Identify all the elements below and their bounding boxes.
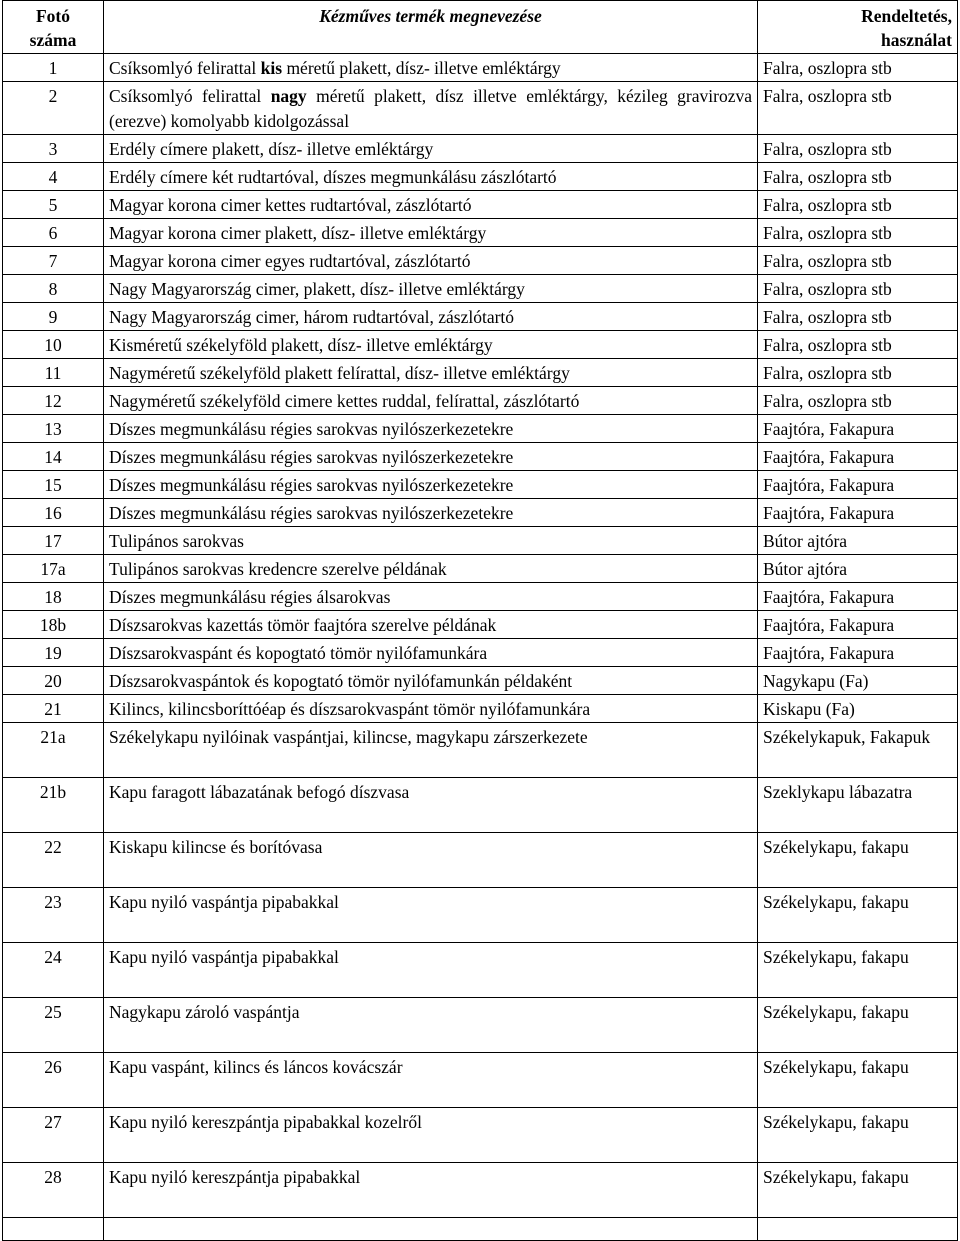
- product-name-cell: Díszes megmunkálásu régies sarokvas nyilószerkezetekre: [104, 471, 758, 499]
- usage-cell: Faajtóra, Fakapura: [758, 443, 958, 471]
- table-row: [3, 471, 958, 499]
- table-header-row: [3, 1, 958, 54]
- usage-cell: Faajtóra, Fakapura: [758, 639, 958, 667]
- table-row: [3, 943, 958, 998]
- usage-cell: Székelykapu, fakapu: [758, 1053, 958, 1108]
- photo-number-cell: 28: [3, 1163, 104, 1218]
- product-name-cell: Nagykapu zároló vaspántja: [104, 998, 758, 1053]
- product-name-cell: Erdély címere plakett, dísz- illetve emléktárgy: [104, 135, 758, 163]
- usage-cell: Falra, oszlopra stb: [758, 163, 958, 191]
- table-row: [3, 359, 958, 387]
- table-row: [3, 1053, 958, 1108]
- photo-number-cell: 21: [3, 695, 104, 723]
- usage-cell: Székelykapu, fakapu: [758, 998, 958, 1053]
- usage-cell: Falra, oszlopra stb: [758, 275, 958, 303]
- usage-cell: Falra, oszlopra stb: [758, 359, 958, 387]
- table-row-empty: [3, 1218, 958, 1241]
- usage-cell: Falra, oszlopra stb: [758, 82, 958, 135]
- usage-cell: Faajtóra, Fakapura: [758, 583, 958, 611]
- product-name-text: méretű plakett, dísz illetve emléktárgy, kézileg gravirozva (erezve) komolyabb kidolgozással: [109, 86, 752, 131]
- photo-number-cell: 14: [3, 443, 104, 471]
- usage-cell: Bútor ajtóra: [758, 555, 958, 583]
- table-row: [3, 1163, 958, 1218]
- usage-cell: Kiskapu (Fa): [758, 695, 958, 723]
- photo-number-cell: 13: [3, 415, 104, 443]
- table-row: [3, 219, 958, 247]
- photo-number-cell: 8: [3, 275, 104, 303]
- photo-number-cell: 10: [3, 331, 104, 359]
- photo-number-cell: 25: [3, 998, 104, 1053]
- usage-cell: Faajtóra, Fakapura: [758, 611, 958, 639]
- usage-cell: Falra, oszlopra stb: [758, 135, 958, 163]
- product-name-cell: Magyar korona cimer egyes rudtartóval, zászlótartó: [104, 247, 758, 275]
- product-name-cell: Nagy Magyarország cimer, plakett, dísz- illetve emléktárgy: [104, 275, 758, 303]
- photo-number-cell: 17: [3, 527, 104, 555]
- table-row: [3, 82, 958, 135]
- usage-cell: Falra, oszlopra stb: [758, 387, 958, 415]
- product-name-text: méretű plakett, dísz- illetve emléktárgy: [282, 58, 561, 78]
- product-name-cell: Nagyméretű székelyföld plakett felírattal, dísz- illetve emléktárgy: [104, 359, 758, 387]
- photo-number-cell: 12: [3, 387, 104, 415]
- product-name-cell: Kilincs, kilincsboríttóéap és díszsarokvaspánt tömör nyilófamunkára: [104, 695, 758, 723]
- table-row: [3, 499, 958, 527]
- product-table: [2, 0, 958, 1241]
- usage-cell: Falra, oszlopra stb: [758, 247, 958, 275]
- usage-cell: Faajtóra, Fakapura: [758, 471, 958, 499]
- photo-number-cell: 19: [3, 639, 104, 667]
- photo-number-cell: 4: [3, 163, 104, 191]
- usage-cell: Székelykapuk, Fakapuk: [758, 723, 958, 778]
- product-name-cell: [104, 82, 758, 135]
- usage-cell: Faajtóra, Fakapura: [758, 499, 958, 527]
- usage-cell: Székelykapu, fakapu: [758, 1163, 958, 1218]
- product-name-cell: Kapu nyiló kereszpántja pipabakkal kozelről: [104, 1108, 758, 1163]
- header-photo-number-line1: Fotó: [35, 6, 71, 26]
- table-row: [3, 387, 958, 415]
- product-size-emphasis: kis: [260, 58, 283, 78]
- product-name-cell: Kapu nyiló vaspántja pipabakkal: [104, 888, 758, 943]
- table-row: [3, 135, 958, 163]
- usage-cell: Szeklykapu lábazatra: [758, 778, 958, 833]
- table-row: [3, 555, 958, 583]
- photo-number-cell: 26: [3, 1053, 104, 1108]
- empty-cell: [758, 1218, 958, 1241]
- product-name-cell: Nagy Magyarország cimer, három rudtartóval, zászlótartó: [104, 303, 758, 331]
- product-name-cell: Díszsarokvas kazettás tömör faajtóra szerelve példának: [104, 611, 758, 639]
- product-name-cell: Kisméretű székelyföld plakett, dísz- illetve emléktárgy: [104, 331, 758, 359]
- product-name-cell: Kapu nyiló kereszpántja pipabakkal: [104, 1163, 758, 1218]
- header-usage-line2: használat: [881, 30, 952, 50]
- product-name-cell: Kiskapu kilincse és borítóvasa: [104, 833, 758, 888]
- photo-number-cell: 16: [3, 499, 104, 527]
- usage-cell: Nagykapu (Fa): [758, 667, 958, 695]
- photo-number-cell: 2: [3, 82, 104, 135]
- photo-number-cell: 21b: [3, 778, 104, 833]
- product-name-cell: Díszes megmunkálásu régies sarokvas nyilószerkezetekre: [104, 443, 758, 471]
- table-row: [3, 583, 958, 611]
- product-name-cell: Díszes megmunkálásu régies álsarokvas: [104, 583, 758, 611]
- product-size-emphasis: nagy: [270, 86, 307, 106]
- usage-cell: Falra, oszlopra stb: [758, 54, 958, 82]
- photo-number-cell: 27: [3, 1108, 104, 1163]
- usage-cell: Falra, oszlopra stb: [758, 303, 958, 331]
- product-name-cell: Nagyméretű székelyföld cimere kettes ruddal, felírattal, zászlótartó: [104, 387, 758, 415]
- product-name-cell: Székelykapu nyilóinak vaspántjai, kilincse, magykapu zárszerkezete: [104, 723, 758, 778]
- product-name-cell: Kapu nyiló vaspántja pipabakkal: [104, 943, 758, 998]
- empty-cell: [104, 1218, 758, 1241]
- product-name-cell: Erdély címere két rudtartóval, díszes megmunkálásu zászlótartó: [104, 163, 758, 191]
- product-name-cell: Díszes megmunkálásu régies sarokvas nyilószerkezetekre: [104, 499, 758, 527]
- photo-number-cell: 6: [3, 219, 104, 247]
- photo-number-cell: 7: [3, 247, 104, 275]
- table-row: [3, 247, 958, 275]
- header-photo-number: [3, 1, 104, 54]
- table-row: [3, 667, 958, 695]
- product-name-cell: Kapu vaspánt, kilincs és láncos kovácszár: [104, 1053, 758, 1108]
- product-name-cell: Díszsarokvaspánt és kopogtató tömör nyilófamunkára: [104, 639, 758, 667]
- table-body: [3, 54, 958, 1241]
- table-row: [3, 1108, 958, 1163]
- usage-cell: Falra, oszlopra stb: [758, 331, 958, 359]
- table-row: [3, 331, 958, 359]
- product-name-cell: Tulipános sarokvas: [104, 527, 758, 555]
- product-name-cell: Magyar korona cimer kettes rudtartóval, zászlótartó: [104, 191, 758, 219]
- photo-number-cell: 15: [3, 471, 104, 499]
- photo-number-cell: 22: [3, 833, 104, 888]
- product-name-cell: [104, 54, 758, 82]
- table-row: [3, 163, 958, 191]
- header-usage: [758, 1, 958, 54]
- usage-cell: Falra, oszlopra stb: [758, 191, 958, 219]
- usage-cell: Székelykapu, fakapu: [758, 833, 958, 888]
- photo-number-cell: 11: [3, 359, 104, 387]
- header-photo-number-line2: száma: [29, 30, 77, 50]
- usage-cell: Falra, oszlopra stb: [758, 219, 958, 247]
- table-row: [3, 695, 958, 723]
- product-name-cell: Tulipános sarokvas kredencre szerelve példának: [104, 555, 758, 583]
- usage-cell: Székelykapu, fakapu: [758, 888, 958, 943]
- usage-cell: Bútor ajtóra: [758, 527, 958, 555]
- product-name-cell: Díszes megmunkálásu régies sarokvas nyilószerkezetekre: [104, 415, 758, 443]
- photo-number-cell: 18b: [3, 611, 104, 639]
- table-row: [3, 191, 958, 219]
- empty-cell: [3, 1218, 104, 1241]
- photo-number-cell: 18: [3, 583, 104, 611]
- product-name-text: Csíksomlyó felirattal: [109, 86, 271, 106]
- product-name-cell: Kapu faragott lábazatának befogó díszvasa: [104, 778, 758, 833]
- table-row: [3, 415, 958, 443]
- table-row: [3, 443, 958, 471]
- table-row: [3, 303, 958, 331]
- usage-cell: Székelykapu, fakapu: [758, 1108, 958, 1163]
- usage-cell: Székelykapu, fakapu: [758, 943, 958, 998]
- photo-number-cell: 20: [3, 667, 104, 695]
- header-product-name: Kézműves termék megnevezése: [104, 1, 758, 54]
- table-row: [3, 833, 958, 888]
- product-name-text: Csíksomlyó felirattal: [109, 58, 261, 78]
- table-row: [3, 611, 958, 639]
- usage-cell: Faajtóra, Fakapura: [758, 415, 958, 443]
- table-row: [3, 275, 958, 303]
- product-name-cell: Díszsarokvaspántok és kopogtató tömör nyilófamunkán példaként: [104, 667, 758, 695]
- table-row: [3, 527, 958, 555]
- photo-number-cell: 1: [3, 54, 104, 82]
- photo-number-cell: 17a: [3, 555, 104, 583]
- table-row: [3, 723, 958, 778]
- photo-number-cell: 9: [3, 303, 104, 331]
- photo-number-cell: 24: [3, 943, 104, 998]
- photo-number-cell: 3: [3, 135, 104, 163]
- header-usage-line1: Rendeltetés,: [861, 6, 952, 26]
- photo-number-cell: 21a: [3, 723, 104, 778]
- table-row: [3, 54, 958, 82]
- photo-number-cell: 23: [3, 888, 104, 943]
- table-row: [3, 998, 958, 1053]
- table-row: [3, 639, 958, 667]
- table-row: [3, 778, 958, 833]
- photo-number-cell: 5: [3, 191, 104, 219]
- table-row: [3, 888, 958, 943]
- product-name-cell: Magyar korona cimer plakett, dísz- illetve emléktárgy: [104, 219, 758, 247]
